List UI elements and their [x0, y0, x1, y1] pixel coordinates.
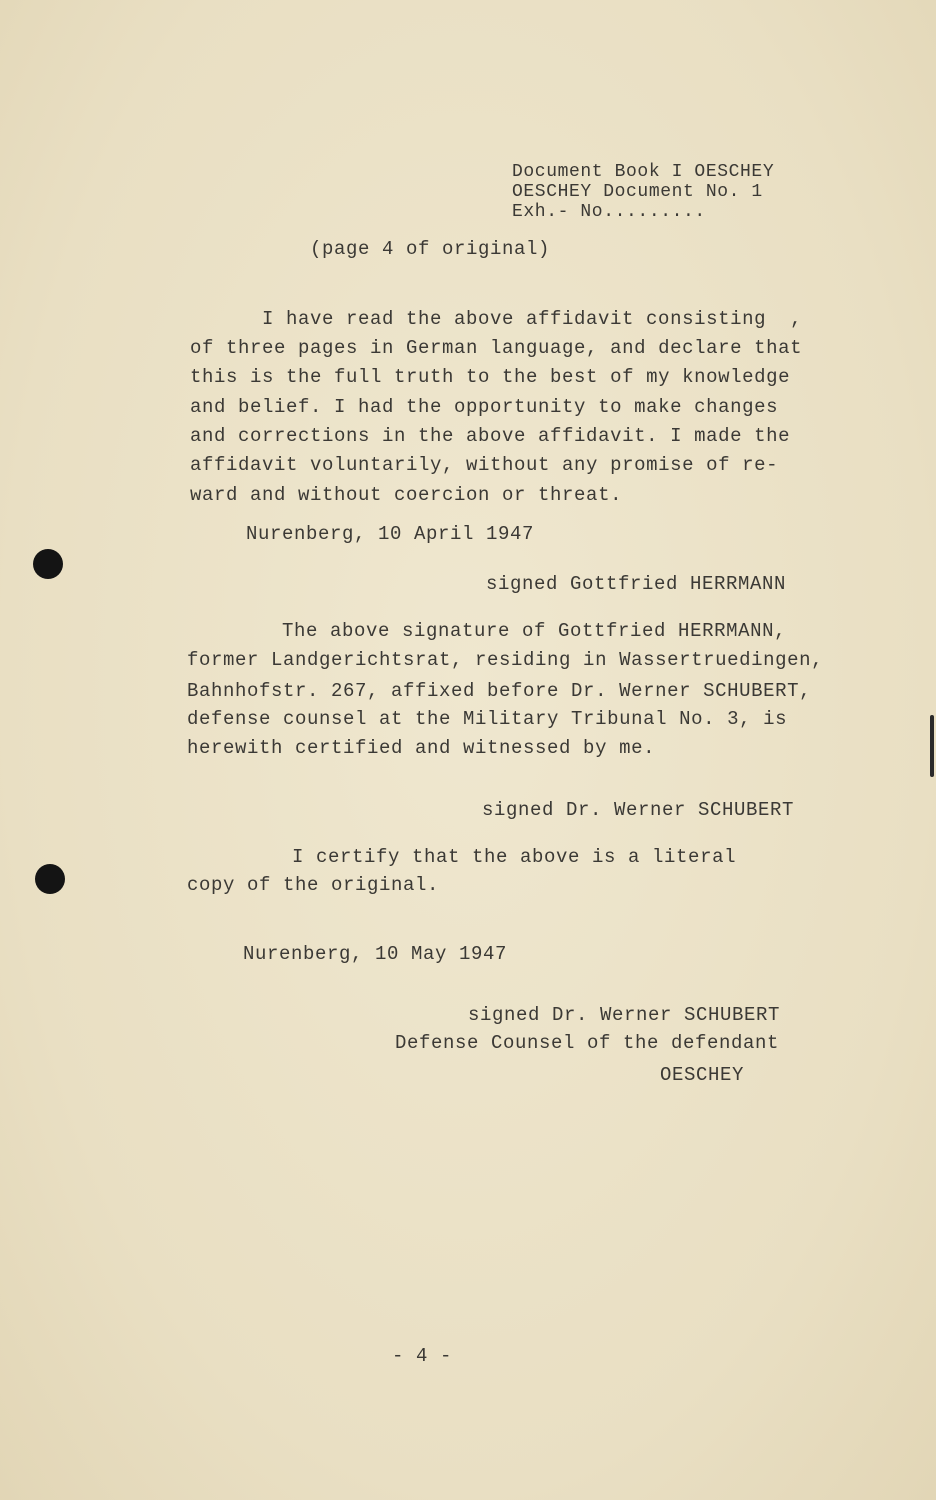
defendant-name: OESCHEY	[660, 1064, 745, 1086]
punch-hole	[33, 549, 63, 579]
affidavit-place-date: Nurenberg, 10 April 1947	[246, 523, 535, 545]
affidavit-line: affidavit voluntarily, without any promise of re-	[190, 454, 779, 476]
affidavit-line: of three pages in German language, and declare that	[190, 337, 803, 359]
copy-signature: signed Dr. Werner SCHUBERT	[468, 1004, 781, 1026]
copy-certification-line: copy of the original.	[187, 874, 440, 896]
copy-certification-line: I certify that the above is a literal	[292, 846, 737, 868]
affidavit-line: and corrections in the above affidavit. I made the	[190, 425, 791, 447]
affidavit-line: I have read the above affidavit consisting ,	[262, 308, 803, 330]
copy-place-date: Nurenberg, 10 May 1947	[243, 943, 508, 965]
punch-hole	[35, 864, 65, 894]
certification-line: The above signature of Gottfried HERRMANN,	[282, 620, 787, 642]
affidavit-line: this is the full truth to the best of my knowledge	[190, 366, 791, 388]
certification-line: former Landgerichtsrat, residing in Wassertruedingen,	[187, 649, 824, 671]
certification-line: Bahnhofstr. 267, affixed before Dr. Werner SCHUBERT,	[187, 680, 812, 702]
certification-line: herewith certified and witnessed by me.	[187, 737, 656, 759]
header-document-number: OESCHEY Document No. 1	[512, 182, 763, 202]
page-number: - 4 -	[392, 1345, 453, 1367]
page-note: (page 4 of original)	[310, 238, 551, 260]
affidavit-line: ward and without coercion or threat.	[190, 484, 623, 506]
certification-line: defense counsel at the Military Tribunal No. 3, is	[187, 708, 788, 730]
header-exhibit-number: Exh.- No.........	[512, 202, 706, 222]
signer-title: Defense Counsel of the defendant	[395, 1032, 780, 1054]
affidavit-line: and belief. I had the opportunity to make changes	[190, 396, 779, 418]
affidavit-signature: signed Gottfried HERRMANN	[486, 573, 787, 595]
header-document-book: Document Book I OESCHEY	[512, 162, 775, 182]
page-edge-mark	[930, 715, 934, 777]
certification-signature: signed Dr. Werner SCHUBERT	[482, 799, 795, 821]
